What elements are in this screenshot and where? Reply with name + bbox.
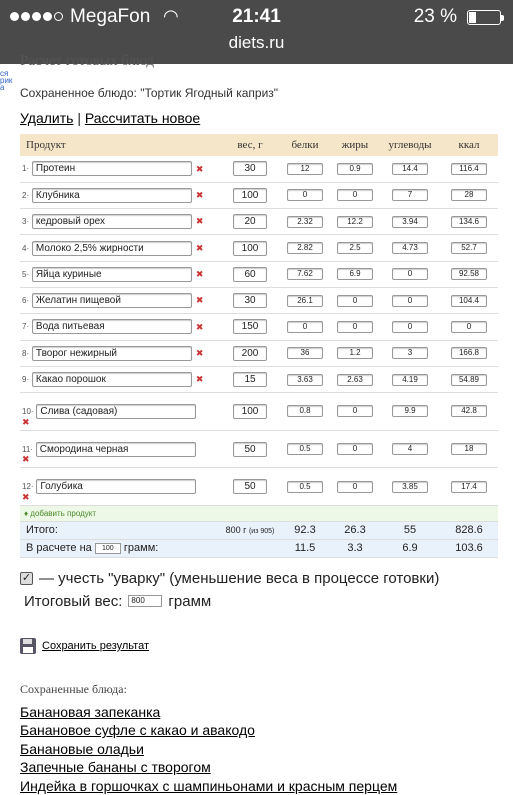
header-protein: белки (280, 134, 330, 156)
weight-cell (220, 235, 280, 261)
delete-row-icon[interactable]: ✖ (195, 295, 204, 306)
fat-cell (330, 156, 380, 182)
fat-cell (330, 235, 380, 261)
main-content (20, 53, 500, 795)
kcal-value: 52.7 (451, 242, 487, 254)
delete-row-icon[interactable]: ✖ (22, 416, 30, 427)
kcal-cell (440, 182, 498, 208)
fat-value: 6.9 (337, 268, 373, 280)
add-product-link[interactable]: ♦ добавить продукт (20, 505, 498, 521)
carbs-value: 3 (392, 347, 428, 359)
per-amount-input[interactable]: 100 (95, 543, 121, 554)
protein-cell (280, 393, 330, 431)
protein-value: 7.62 (287, 268, 323, 280)
final-weight-input[interactable]: 800 (128, 595, 162, 607)
carbs-value: 4.73 (392, 242, 428, 254)
protein-value: 3.63 (287, 374, 323, 386)
carbs-cell (380, 366, 440, 392)
carbs-cell (380, 287, 440, 313)
weight-input[interactable]: 30 (233, 293, 267, 308)
kcal-value: 42.8 (451, 405, 487, 417)
fat-cell (330, 340, 380, 366)
weight-input[interactable]: 15 (233, 372, 267, 387)
fat-value: 0 (337, 405, 373, 417)
kcal-value: 54.89 (451, 374, 487, 386)
protein-cell (280, 468, 330, 506)
table-row (20, 366, 498, 392)
product-cell (20, 314, 220, 340)
fat-value: 0 (337, 481, 373, 493)
sidebar-fragment[interactable]: ся рик а (0, 69, 13, 92)
delete-row-icon[interactable]: ✖ (195, 190, 204, 201)
protein-cell (280, 430, 330, 468)
fat-cell (330, 366, 380, 392)
weight-cell (220, 287, 280, 313)
carbs-cell (380, 235, 440, 261)
row-number: 5· (22, 269, 30, 279)
weight-input[interactable]: 50 (233, 479, 267, 494)
row-number: 7· (22, 322, 30, 332)
per-kcal: 103.6 (440, 539, 498, 557)
calc-table (20, 134, 498, 558)
saved-dish-link[interactable]: Банановое суфле с какао и авакодо (20, 722, 255, 739)
protein-value: 2.32 (287, 216, 323, 228)
uvarka-label: — учесть "уварку" (уменьшение веса в процессе готовки) (39, 569, 440, 587)
saved-dishes-list (20, 703, 500, 795)
weight-cell (220, 366, 280, 392)
fat-value: 12.2 (337, 216, 373, 228)
carbs-cell (380, 393, 440, 431)
saved-dish-link[interactable]: Запечные бананы с творогом (20, 759, 211, 776)
table-row (20, 340, 498, 366)
total-weight: 800 г (из 905) (220, 521, 280, 539)
kcal-cell (440, 287, 498, 313)
final-weight-label: Итоговый вес: (24, 592, 123, 610)
row-number: 9· (22, 375, 30, 385)
uvarka-checkbox[interactable]: ✓ (21, 571, 32, 584)
header-product: Продукт (20, 134, 220, 156)
carbs-value: 3.94 (392, 216, 428, 228)
delete-row-icon[interactable]: ✖ (195, 268, 204, 279)
table-row (20, 468, 498, 506)
row-number: 8· (22, 348, 30, 358)
kcal-value: 0 (451, 321, 487, 333)
save-result-link[interactable]: Сохранить результат (42, 639, 150, 652)
saved-dish-link[interactable]: Банановые оладьи (20, 740, 144, 757)
row-number: 12· (22, 482, 34, 492)
product-input[interactable]: Протеин (32, 161, 192, 176)
carbs-cell (380, 468, 440, 506)
fat-cell (330, 182, 380, 208)
carbs-value: 14.4 (392, 163, 428, 175)
fat-cell (330, 468, 380, 506)
protein-value: 0.5 (287, 443, 323, 455)
row-number: 1· (22, 164, 30, 174)
carbs-value: 0 (392, 321, 428, 333)
product-input[interactable]: Вода питьевая (32, 319, 192, 334)
row-number: 3· (22, 217, 30, 227)
carbs-value: 4.19 (392, 374, 428, 386)
delete-row-icon[interactable]: ✖ (195, 347, 204, 358)
delete-row-icon[interactable]: ✖ (195, 163, 204, 174)
protein-cell (280, 209, 330, 235)
carbs-cell (380, 314, 440, 340)
protein-value: 0.5 (287, 481, 323, 493)
delete-row-icon[interactable]: ✖ (195, 242, 204, 253)
fat-value: 0 (337, 189, 373, 201)
carbs-value: 7 (392, 189, 428, 201)
weight-cell (220, 156, 280, 182)
weight-cell (220, 468, 280, 506)
kcal-cell (440, 340, 498, 366)
protein-cell (280, 156, 330, 182)
row-number: 11· (22, 444, 33, 454)
delete-link[interactable]: Удалить (20, 110, 74, 126)
kcal-cell (440, 314, 498, 340)
table-row (20, 287, 498, 313)
product-input[interactable]: Творог нежирный (32, 346, 192, 361)
kcal-cell (440, 209, 498, 235)
list-item (20, 758, 500, 777)
protein-value: 26.1 (287, 295, 323, 307)
protein-cell (280, 340, 330, 366)
fat-value: 2.5 (337, 242, 373, 254)
new-calc-link[interactable]: Рассчитать новое (84, 110, 201, 126)
header-weight: вес, г (220, 134, 280, 156)
list-item (20, 777, 500, 795)
row-number: 2· (22, 191, 30, 201)
per-carbs: 6.9 (380, 539, 440, 557)
product-input[interactable]: Молоко 2,5% жирности (32, 241, 192, 256)
delete-row-icon[interactable]: ✖ (22, 491, 30, 502)
weight-cell (220, 430, 280, 468)
fat-cell (330, 314, 380, 340)
product-cell (20, 261, 220, 287)
table-row (20, 430, 498, 468)
weight-input[interactable]: 100 (233, 404, 267, 419)
carbs-cell (380, 261, 440, 287)
page-title: Расчет готовых блюд (20, 53, 155, 69)
clock: 21:41 (232, 6, 281, 27)
delete-row-icon[interactable]: ✖ (195, 374, 204, 385)
product-input[interactable]: Яйца куриные (32, 267, 192, 282)
kcal-cell (440, 261, 498, 287)
table-row (20, 235, 498, 261)
table-row (20, 314, 498, 340)
saved-dish-label: Сохраненное блюдо: "Тортик Ягодный каприз" (20, 86, 279, 100)
protein-value: 12 (287, 163, 323, 175)
table-row (20, 182, 498, 208)
weight-cell (220, 209, 280, 235)
row-number: 6· (22, 296, 30, 306)
product-cell (20, 156, 220, 182)
list-item (20, 740, 500, 759)
product-cell (20, 468, 220, 506)
kcal-cell (440, 430, 498, 468)
weight-cell (220, 261, 280, 287)
product-cell (20, 287, 220, 313)
kcal-value: 28 (451, 189, 487, 201)
weight-cell (220, 393, 280, 431)
protein-cell (280, 261, 330, 287)
fat-value: 0 (337, 295, 373, 307)
fat-value: 1.2 (337, 347, 373, 359)
actions-bar (20, 110, 500, 126)
battery-percent: 23 % (413, 6, 457, 27)
product-input[interactable]: Голубика (36, 479, 196, 494)
protein-cell (280, 314, 330, 340)
kcal-value: 166.8 (451, 347, 487, 359)
separator: | (77, 110, 81, 126)
header-kcal: ккал (440, 134, 498, 156)
product-cell (20, 366, 220, 392)
battery-icon (467, 10, 501, 25)
fat-value: 0.9 (337, 163, 373, 175)
product-cell (20, 393, 220, 431)
floppy-disk-icon (20, 638, 36, 654)
wifi-icon: ◠ (163, 6, 179, 26)
address-bar[interactable]: diets.ru (228, 33, 285, 52)
carbs-cell (380, 430, 440, 468)
kcal-value: 17.4 (451, 481, 487, 493)
fat-value: 0 (337, 443, 373, 455)
carbs-value: 3.85 (392, 481, 428, 493)
product-cell (20, 182, 220, 208)
table-row (20, 393, 498, 431)
per-fat: 3.3 (330, 539, 380, 557)
protein-value: 2.82 (287, 242, 323, 254)
protein-cell (280, 235, 330, 261)
fat-cell (330, 430, 380, 468)
kcal-value: 134.6 (451, 216, 487, 228)
total-label: Итого: (20, 521, 220, 539)
carbs-value: 4 (392, 443, 428, 455)
carbs-value: 0 (392, 268, 428, 280)
protein-cell (280, 366, 330, 392)
table-row (20, 261, 498, 287)
total-fat: 26.3 (330, 521, 380, 539)
list-item (20, 721, 500, 740)
fat-value: 0 (337, 321, 373, 333)
carbs-cell (380, 340, 440, 366)
weight-input[interactable]: 150 (233, 319, 267, 334)
header-fat: жиры (330, 134, 380, 156)
kcal-value: 18 (451, 443, 487, 455)
delete-row-icon[interactable]: ✖ (195, 216, 204, 227)
fat-cell (330, 209, 380, 235)
table-row (20, 156, 498, 182)
product-input[interactable]: кедровый орех (32, 214, 192, 229)
fat-cell (330, 261, 380, 287)
carbs-value: 0 (392, 295, 428, 307)
carbs-cell (380, 182, 440, 208)
product-cell (20, 235, 220, 261)
weight-input[interactable]: 100 (233, 241, 267, 256)
total-kcal: 828.6 (440, 521, 498, 539)
kcal-cell (440, 235, 498, 261)
carbs-cell (380, 156, 440, 182)
header-carbs: углеводы (380, 134, 440, 156)
weight-input[interactable]: 20 (233, 214, 267, 229)
weight-cell (220, 340, 280, 366)
row-number: 10· (22, 407, 34, 417)
uvarka-option (20, 570, 500, 587)
product-input[interactable]: Слива (садовая) (36, 404, 196, 419)
delete-row-icon[interactable]: ✖ (22, 454, 30, 465)
protein-cell (280, 287, 330, 313)
kcal-cell (440, 366, 498, 392)
saved-dish-link[interactable]: Банановая запеканка (20, 703, 161, 720)
per-protein: 11.5 (280, 539, 330, 557)
product-cell (20, 209, 220, 235)
saved-dish-link[interactable]: Индейка в горшочках с шампиньонами и красным перцем (20, 777, 398, 794)
protein-value: 0 (287, 321, 323, 333)
protein-value: 36 (287, 347, 323, 359)
protein-value: 0.8 (287, 405, 323, 417)
product-input[interactable]: Клубника (32, 188, 192, 203)
weight-cell (220, 314, 280, 340)
weight-input[interactable]: 50 (233, 442, 267, 457)
carbs-cell (380, 209, 440, 235)
product-cell (20, 430, 220, 468)
final-weight-unit: грамм (168, 592, 212, 610)
final-weight (24, 593, 500, 610)
fat-cell (330, 393, 380, 431)
saved-dishes-title: Сохраненные блюда: (20, 681, 127, 696)
fat-cell (330, 287, 380, 313)
carbs-value: 9.9 (392, 405, 428, 417)
row-number: 4· (22, 243, 30, 253)
kcal-value: 92.58 (451, 268, 487, 280)
fat-value: 2.63 (337, 374, 373, 386)
per-label: В расчете на 100 грамм: (20, 539, 280, 557)
table-row (20, 209, 498, 235)
weight-input[interactable]: 200 (233, 346, 267, 361)
save-result (20, 638, 500, 654)
total-carbs: 55 (380, 521, 440, 539)
total-protein: 92.3 (280, 521, 330, 539)
kcal-cell (440, 468, 498, 506)
product-input[interactable]: Смородина черная (36, 442, 196, 457)
weight-input[interactable]: 30 (233, 161, 267, 176)
kcal-cell (440, 156, 498, 182)
protein-cell (280, 182, 330, 208)
weight-input[interactable]: 100 (233, 188, 267, 203)
protein-value: 0 (287, 189, 323, 201)
weight-cell (220, 182, 280, 208)
product-input[interactable]: Желатин пищевой (32, 293, 192, 308)
weight-input[interactable]: 60 (233, 267, 267, 282)
product-cell (20, 340, 220, 366)
product-input[interactable]: Какао порошок (32, 372, 192, 387)
kcal-cell (440, 393, 498, 431)
delete-row-icon[interactable]: ✖ (195, 321, 204, 332)
carrier-name: MegaFon (70, 6, 151, 27)
list-item (20, 703, 500, 722)
kcal-value: 104.4 (451, 295, 487, 307)
kcal-value: 116.4 (451, 163, 487, 175)
